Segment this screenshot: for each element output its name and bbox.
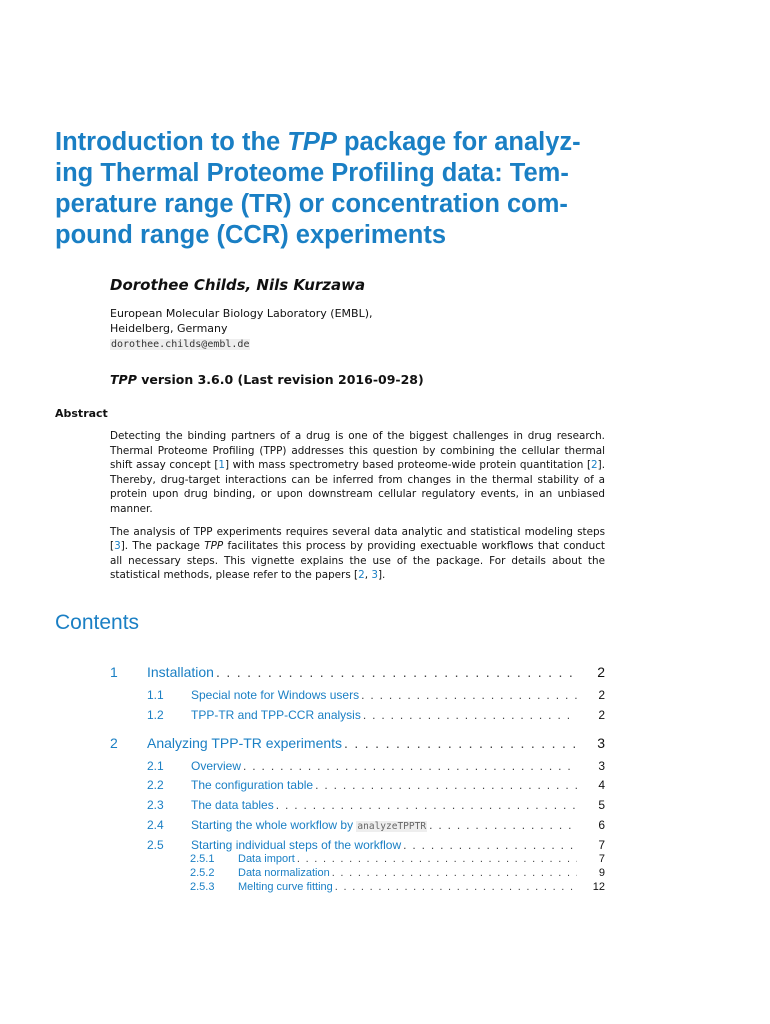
- version-text: version 3.6.0 (Last revision 2016-09-28): [136, 372, 424, 387]
- toc-leader: [342, 735, 577, 751]
- abstract-text: Detecting the binding partners of a drug is one of the biggest challenges in drug research. Thermal Proteome Profiling (TPP) addresses this question by combining the cellular thermal shift assay concept [: [110, 430, 605, 472]
- toc-page: 7: [598, 853, 605, 865]
- toc-leader: [313, 778, 577, 792]
- toc-page: 6: [598, 818, 605, 832]
- toc-leader: [295, 853, 577, 865]
- toc-title[interactable]: Overview: [191, 759, 242, 773]
- toc-title[interactable]: Melting curve fitting: [238, 881, 333, 893]
- document-title: [55, 127, 615, 251]
- toc-title[interactable]: Installation: [147, 664, 214, 680]
- toc-number: 1: [110, 664, 118, 680]
- toc-title[interactable]: Data normalization: [238, 867, 330, 879]
- abstract-text: The analysis of TPP experiments requires several data analytic and statistical modeling steps [: [110, 525, 605, 553]
- toc-leader: [361, 708, 577, 722]
- citation-link[interactable]: 2: [358, 569, 365, 582]
- toc-leader: [401, 838, 577, 852]
- toc-title[interactable]: Starting individual steps of the workflow: [191, 838, 402, 852]
- abstract-text: facilitates this process by providing exectuable workflows that conduct all necessary steps. This vignette explains the use of the package. For details about the statistical methods, please refer to the papers [: [110, 540, 605, 582]
- toc-leader: [241, 759, 577, 773]
- abstract-text: ].: [377, 569, 386, 582]
- toc-title-text: Starting the whole workflow by: [191, 818, 357, 832]
- affiliation-line2: Heidelberg, Germany: [110, 322, 228, 335]
- abstract-body: [110, 429, 605, 591]
- toc-title[interactable]: The configuration table: [191, 778, 314, 792]
- abstract-paragraph-2: [110, 525, 605, 583]
- toc-page: 3: [598, 759, 605, 773]
- title-text: Introduction to the: [55, 128, 288, 156]
- toc-leader: [333, 881, 577, 893]
- toc-page: 2: [598, 688, 605, 702]
- citation-link[interactable]: 2: [591, 459, 598, 472]
- toc-number: 2.4: [147, 818, 164, 832]
- toc-function-name: analyzeTPPTR: [357, 821, 427, 832]
- abstract-text: ] with mass spectrometry based proteome-wide protein quantitation [: [225, 459, 592, 472]
- toc-number: 1.2: [147, 708, 164, 722]
- toc-entry-2-4[interactable]: [147, 818, 605, 832]
- toc-page: 5: [598, 798, 605, 812]
- version-line: [110, 372, 424, 387]
- abstract-text: ,: [364, 569, 372, 582]
- toc-number: 2.1: [147, 759, 164, 773]
- toc-title[interactable]: Special note for Windows users: [191, 688, 360, 702]
- abstract-heading: Abstract: [55, 407, 108, 420]
- toc-leader: [330, 867, 577, 879]
- toc-title[interactable]: Analyzing TPP-TR experiments: [147, 735, 343, 751]
- toc-page: 7: [598, 838, 605, 852]
- toc-page: 12: [592, 881, 605, 893]
- abstract-paragraph-1: [110, 429, 605, 517]
- toc-title[interactable]: TPP-TR and TPP-CCR analysis: [191, 708, 361, 722]
- toc-number: 2.2: [147, 778, 164, 792]
- toc-entry-2-5[interactable]: [147, 838, 605, 852]
- toc-number: 2: [110, 735, 118, 751]
- toc-title[interactable]: Data import: [238, 853, 295, 865]
- toc-leader: [427, 818, 577, 832]
- citation-link[interactable]: 1: [218, 459, 226, 472]
- authors: Dorothee Childs, Nils Kurzawa: [110, 276, 366, 294]
- toc-number: 2.3: [147, 798, 164, 812]
- citation-link[interactable]: 3: [114, 540, 121, 553]
- toc-number: 2.5.3: [190, 881, 215, 893]
- abstract-text: ]. Thereby, drug-target interactions can be inferred from changes in the thermal stability of a protein upon drug binding, or upon downstream cellular regulatory events, in an unbiased manner.: [110, 459, 605, 515]
- toc-number: 2.5.2: [190, 867, 215, 879]
- toc-number: 1.1: [147, 688, 164, 702]
- toc-entry-2-3[interactable]: [147, 798, 605, 812]
- toc-entry-1-2[interactable]: [147, 708, 605, 722]
- toc-leader: [214, 664, 577, 680]
- contents-heading: Contents: [55, 611, 140, 634]
- toc-entry-2-2[interactable]: [147, 778, 605, 792]
- toc-entry-2-5-2[interactable]: [190, 867, 605, 879]
- affiliation-line1: European Molecular Biology Laboratory (EMBL),: [110, 307, 373, 320]
- toc-entry-2-5-3[interactable]: [190, 881, 605, 893]
- title-text-rest: package for analyz- ing Thermal Proteome Profiling data: Tem- perature range (TR) or concentration com- pound range (CCR) experiments: [55, 128, 581, 249]
- version-package-name: TPP: [110, 372, 137, 387]
- toc-entry-1-1[interactable]: [147, 688, 605, 702]
- author-email[interactable]: dorothee.childs@embl.de: [111, 339, 250, 350]
- toc-page: 2: [597, 664, 605, 680]
- toc-page: 4: [598, 778, 605, 792]
- title-package-name: TPP: [287, 128, 337, 156]
- toc-entry-2-1[interactable]: [147, 759, 605, 773]
- abstract-package-name: TPP: [204, 540, 224, 553]
- toc-leader: [359, 688, 577, 702]
- citation-link[interactable]: 3: [371, 569, 378, 582]
- toc-number: 2.5.1: [190, 853, 215, 865]
- toc-leader: [274, 798, 577, 812]
- toc-page: 9: [598, 867, 605, 879]
- toc-entry-2-5-1[interactable]: [190, 853, 605, 865]
- affiliation: [110, 306, 373, 352]
- toc-entry-1[interactable]: [110, 664, 605, 680]
- toc-number: 2.5: [147, 838, 164, 852]
- toc-page: 3: [597, 735, 605, 751]
- abstract-text: ]. The package: [120, 540, 205, 553]
- toc-page: 2: [598, 708, 605, 722]
- toc-entry-2[interactable]: [110, 735, 605, 751]
- toc-title[interactable]: [191, 818, 427, 832]
- toc-title[interactable]: The data tables: [191, 798, 274, 812]
